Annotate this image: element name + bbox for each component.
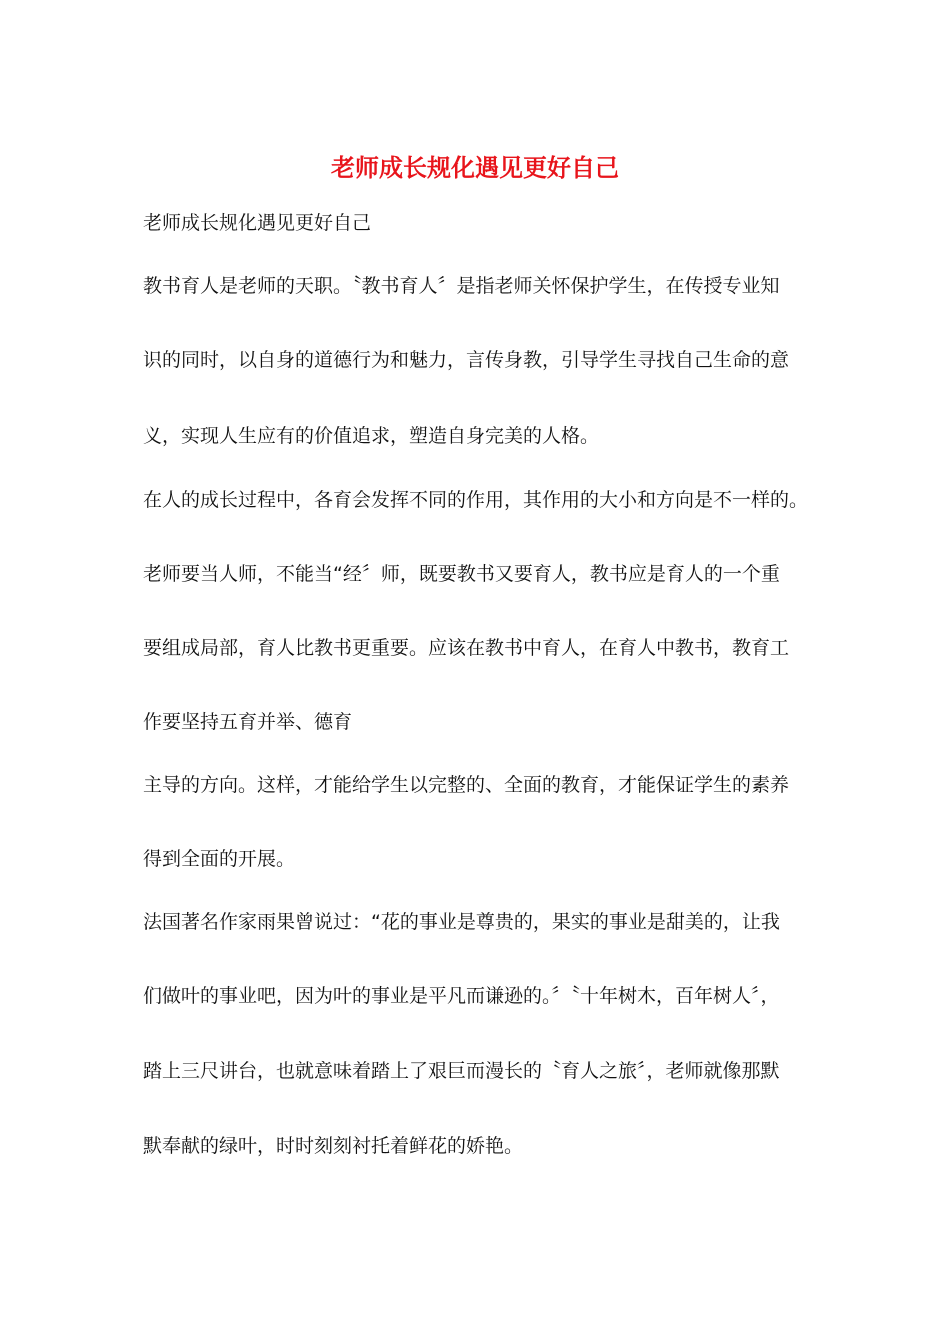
- body-line: 作要坚持五育并举、德育: [143, 711, 353, 733]
- body-line: 识的同时，以自身的道德行为和魅力，言传身教，引导学生寻找自己生命的意: [143, 349, 790, 371]
- document-title: 老师成长规化遇见更好自己: [331, 153, 619, 182]
- body-line: 得到全面的开展。: [143, 848, 296, 870]
- body-line: 法国著名作家雨果曾说过：“花的事业是尊贵的，果实的事业是甜美的，让我: [143, 911, 780, 933]
- body-line: 踏上三尺讲台，也就意味着踏上了艰巨而漫长的〝育人之旅〞，老师就像那默: [143, 1060, 780, 1082]
- body-line: 在人的成长过程中，各育会发挥不同的作用，其作用的大小和方向是不一样的。: [143, 489, 809, 511]
- subtitle-line: 老师成长规化遇见更好自己: [143, 212, 372, 234]
- body-line: 主导的方向。这样，才能给学生以完整的、全面的教育，才能保证学生的素养: [143, 774, 790, 796]
- body-line: 要组成局部，育人比教书更重要。应该在教书中育人，在育人中教书，教育工: [143, 637, 790, 659]
- body-line: 老师要当人师，不能当“经〞师，既要教书又要育人，教书应是育人的一个重: [143, 563, 780, 585]
- body-line: 们做叶的事业吧，因为叶的事业是平凡而谦逊的。〞〝十年树木，百年树人〞，: [143, 985, 780, 1007]
- body-line: 教书育人是老师的天职。〝教书育人〞是指老师关怀保护学生，在传授专业知: [143, 275, 780, 297]
- body-line: 默奉献的绿叶，时时刻刻衬托着鲜花的娇艳。: [143, 1135, 524, 1157]
- body-line: 义，实现人生应有的价值追求，塑造自身完美的人格。: [143, 425, 600, 447]
